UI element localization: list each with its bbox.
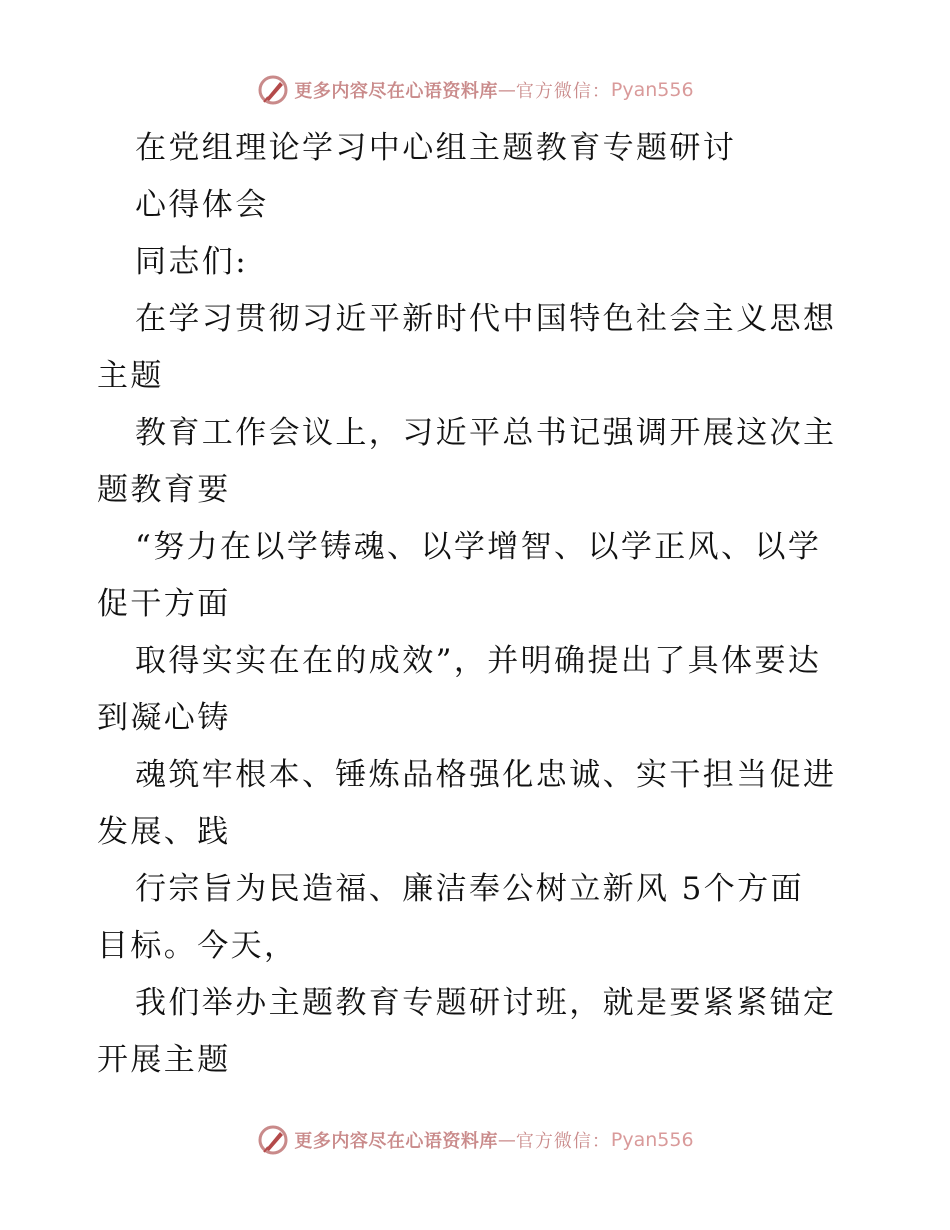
header-watermark — [0, 72, 950, 108]
paragraph-line: 行宗旨为民造福、廉洁奉公树立新风 5个方面 — [135, 871, 804, 907]
paragraph-line: 取得实实在在的成效”，并明确提出了具体要达 — [135, 643, 822, 679]
watermark-main-text: 更多内容尽在心语资料库 — [294, 1131, 498, 1152]
watermark-dash: — — [497, 79, 516, 101]
paragraph-line: 发展、践 — [97, 814, 231, 850]
paragraph-line: 在学习贯彻习近平新时代中国特色社会主义思想 — [135, 301, 837, 337]
watermark-dash: — — [497, 1129, 516, 1151]
watermark-wechat-label: 官方微信： — [515, 1131, 611, 1152]
footer-watermark — [0, 1122, 950, 1158]
salutation: 同志们: — [135, 244, 249, 280]
quill-logo-icon — [256, 73, 290, 107]
watermark-wechat-id: Pyan556 — [610, 79, 694, 101]
paragraph-line: 到凝心铸 — [97, 700, 231, 736]
watermark-wechat-label: 官方微信： — [515, 81, 611, 102]
paragraph-line: 目标。今天， — [97, 928, 298, 964]
paragraph-line: 我们举办主题教育专题研讨班，就是要紧紧锚定 — [135, 985, 837, 1021]
paragraph-line: 教育工作会议上，习近平总书记强调开展这次主 — [135, 415, 837, 451]
document-body — [97, 120, 857, 1089]
title-line-2: 心得体会 — [135, 187, 269, 223]
paragraph-line: “努力在以学铸魂、以学增智、以学正风、以学 — [135, 529, 822, 565]
paragraph-line: 魂筑牢根本、锤炼品格强化忠诚、实干担当促进 — [135, 757, 837, 793]
paragraph-line: 促干方面 — [97, 586, 231, 622]
title-line-1: 在党组理论学习中心组主题教育专题研讨 — [135, 130, 737, 166]
paragraph-line: 题教育要 — [97, 472, 231, 508]
watermark-main-text: 更多内容尽在心语资料库 — [294, 81, 498, 102]
paragraph-line: 开展主题 — [97, 1042, 231, 1078]
paragraph-line: 主题 — [97, 358, 164, 394]
watermark-wechat-id: Pyan556 — [610, 1129, 694, 1151]
quill-logo-icon — [256, 1123, 290, 1157]
